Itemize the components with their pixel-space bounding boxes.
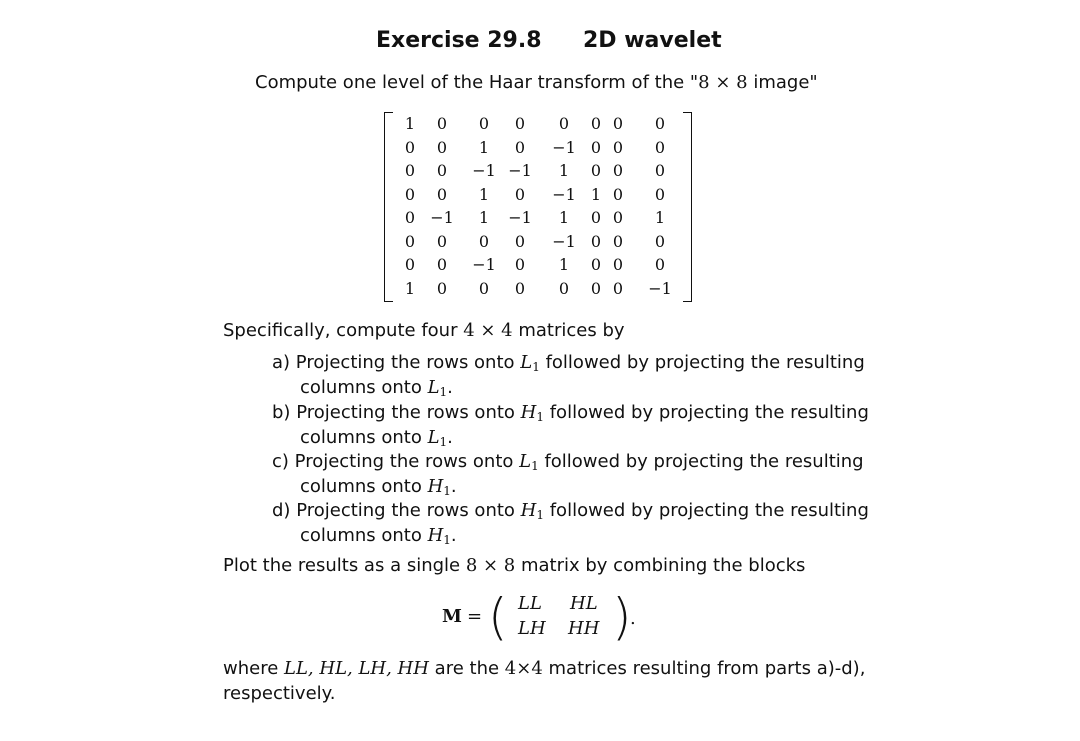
rows-operator-sub: 1 <box>531 459 539 473</box>
where-after: matrices resulting from parts a)-d), <box>542 658 866 679</box>
matrix-cell: 0 <box>436 255 448 274</box>
plot-text <box>223 555 805 576</box>
part-text: followed by projecting the resulting <box>544 500 869 521</box>
matrix-cell: 0 <box>612 278 624 298</box>
matrix-cell: 0 <box>590 278 602 298</box>
part-text: columns onto <box>300 377 428 398</box>
part-text: Projecting the rows onto <box>295 352 521 373</box>
block-ll: LL <box>518 593 542 614</box>
image-matrix <box>384 110 692 302</box>
block-matrix-lhs: M <box>442 606 462 627</box>
matrix-cell: 0 <box>612 208 624 227</box>
block-matrix-left-paren: ( <box>488 588 508 646</box>
cols-operator-sub: 1 <box>439 435 448 449</box>
block-lh: LH <box>518 618 546 639</box>
matrix-cell: 0 <box>404 161 416 180</box>
matrix-cell: 0 <box>590 255 602 274</box>
matrix-cell: 0 <box>514 255 526 274</box>
plot-before: Plot the results as a single <box>223 555 466 576</box>
specifically-before: Specifically, compute four <box>223 320 464 341</box>
matrix-cell: 0 <box>404 137 416 157</box>
matrix-cell: 0 <box>404 208 416 227</box>
matrix-cell: 0 <box>612 255 624 274</box>
matrix-cell: 1 <box>654 208 666 227</box>
rows-operator: L <box>519 451 532 472</box>
rows-operator: H <box>520 402 537 423</box>
rows-operator-sub: 1 <box>536 508 544 522</box>
matrix-cell: 0 <box>436 137 448 157</box>
part-label: a) <box>272 352 291 373</box>
plot-size: 8 × 8 <box>465 555 516 576</box>
block-matrix-period: . <box>630 608 636 629</box>
matrix-cell: 1 <box>478 208 490 227</box>
matrix-cell: 0 <box>612 231 624 251</box>
matrix-cell: 1 <box>404 278 416 298</box>
matrix-cell: 1 <box>558 161 570 180</box>
part-text: . <box>447 377 453 398</box>
cols-operator-sub: 1 <box>443 533 451 547</box>
block-matrix-equals: = <box>467 606 483 627</box>
matrix-cell: 0 <box>654 255 666 274</box>
matrix-cell: 0 <box>436 161 448 180</box>
part-text: . <box>450 476 457 497</box>
intro-size: 8 × 8 <box>698 72 748 93</box>
matrix-cell: 0 <box>612 161 624 180</box>
matrix-cell: 0 <box>612 137 624 157</box>
matrix-cell: 0 <box>558 114 570 133</box>
specifically-text <box>223 320 625 341</box>
matrix-cell: 0 <box>404 231 416 251</box>
part-text: columns onto <box>300 525 428 546</box>
part-text: columns onto <box>300 476 428 497</box>
part-item <box>272 498 869 548</box>
intro-before: Compute one level of the Haar transform of the " <box>255 72 699 93</box>
matrix-cell: −1 <box>552 184 576 204</box>
matrix-cell: 1 <box>404 114 416 133</box>
part-label: b) <box>272 402 291 423</box>
block-matrix-equation <box>442 590 642 650</box>
cols-operator-sub: 1 <box>439 385 448 399</box>
where-line-2: respectively. <box>223 683 336 704</box>
matrix-cell: 0 <box>590 137 602 157</box>
matrix-cell: 0 <box>436 114 448 133</box>
block-hl: HL <box>570 593 598 614</box>
exercise-topic: 2D wavelet <box>583 28 722 53</box>
cols-operator: L <box>427 427 440 448</box>
matrix-cell: 0 <box>590 231 602 251</box>
cols-operator: L <box>427 377 440 398</box>
matrix-cell: −1 <box>472 255 496 274</box>
matrix-cell: 0 <box>514 278 526 298</box>
matrix-cell: −1 <box>508 161 532 180</box>
matrix-cell: 1 <box>558 208 570 227</box>
matrix-cell: 0 <box>590 161 602 180</box>
matrix-cell: 0 <box>514 231 526 251</box>
matrix-cell: −1 <box>552 231 576 251</box>
specifically-after: matrices by <box>512 320 625 341</box>
rows-operator: H <box>520 500 537 521</box>
part-text: Projecting the rows onto <box>296 402 521 423</box>
matrix-cell: 0 <box>478 231 490 251</box>
block-hh: HH <box>568 618 600 639</box>
intro-after: image" <box>747 72 818 93</box>
part-item <box>272 350 865 400</box>
matrix-cell: 0 <box>590 208 602 227</box>
matrix-cell: 0 <box>404 184 416 204</box>
matrix-cell: 0 <box>612 184 624 204</box>
rows-operator-sub: 1 <box>536 410 544 424</box>
part-text: . <box>447 427 453 448</box>
where-size: 4×4 <box>504 658 543 679</box>
exercise-number: Exercise 29.8 <box>376 28 542 53</box>
matrix-cell: −1 <box>648 278 672 298</box>
matrix-cell: 0 <box>612 114 624 133</box>
part-text: followed by projecting the resulting <box>544 402 869 423</box>
part-text: followed by projecting the resulting <box>539 352 865 373</box>
rows-operator: L <box>520 352 533 373</box>
cols-operator: H <box>427 525 444 546</box>
part-item <box>272 400 869 450</box>
matrix-cell: 0 <box>436 231 448 251</box>
matrix-cell: 0 <box>514 114 526 133</box>
cols-operator: H <box>427 476 444 497</box>
part-text: Projecting the rows onto <box>296 500 521 521</box>
matrix-cell: 0 <box>654 184 666 204</box>
where-math: LL, HL, LH, HH <box>284 658 429 679</box>
matrix-cell: 0 <box>514 137 526 157</box>
where-line-1 <box>223 658 865 679</box>
matrix-cell: 1 <box>478 184 490 204</box>
matrix-cell: 1 <box>558 255 570 274</box>
matrix-cell: 0 <box>404 255 416 274</box>
part-text: followed by projecting the resulting <box>538 451 864 472</box>
intro-text <box>255 72 818 93</box>
where-mid: are the <box>428 658 505 679</box>
specifically-size: 4 × 4 <box>463 320 513 341</box>
matrix-cell: −1 <box>472 161 496 180</box>
matrix-cell: 0 <box>436 184 448 204</box>
matrix-cell: 0 <box>654 161 666 180</box>
part-text: columns onto <box>300 427 428 448</box>
matrix-cell: 0 <box>478 278 490 298</box>
matrix-cell: 0 <box>590 114 602 133</box>
rows-operator-sub: 1 <box>532 360 540 374</box>
block-matrix-right-paren: ) <box>612 588 632 646</box>
matrix-cell: −1 <box>430 208 454 227</box>
matrix-cell: 1 <box>590 184 602 204</box>
part-text: Projecting the rows onto <box>294 451 520 472</box>
part-item <box>272 449 864 499</box>
matrix-cell: 0 <box>654 114 666 133</box>
matrix-cell: 1 <box>478 137 490 157</box>
part-label: d) <box>272 500 291 521</box>
matrix-cell: 0 <box>654 231 666 251</box>
part-label: c) <box>272 451 289 472</box>
cols-operator-sub: 1 <box>443 484 451 498</box>
plot-after: matrix by combining the blocks <box>515 555 806 576</box>
matrix-cell: 0 <box>654 137 666 157</box>
part-text: . <box>450 525 457 546</box>
matrix-right-bracket <box>683 112 692 302</box>
where-before: where <box>223 658 285 679</box>
matrix-cell: 0 <box>478 114 490 133</box>
matrix-cell: 0 <box>436 278 448 298</box>
matrix-cell: 0 <box>514 184 526 204</box>
matrix-cell: −1 <box>508 208 532 227</box>
matrix-cell: 0 <box>558 278 570 298</box>
matrix-cell: −1 <box>552 137 576 157</box>
